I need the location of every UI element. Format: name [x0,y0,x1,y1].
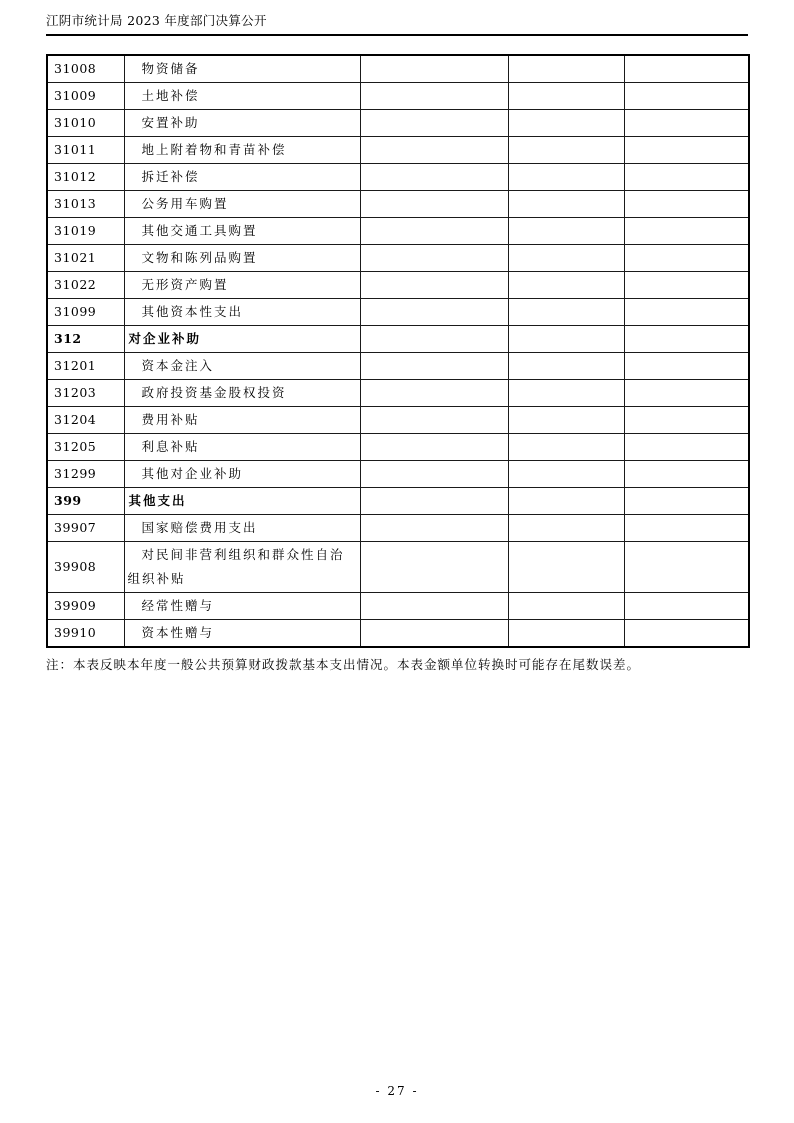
value-cell-3 [624,620,749,648]
value-cell-1 [360,542,508,593]
name-cell: 国家赔偿费用支出 [124,515,360,542]
table-row [47,461,749,488]
value-cell-2 [508,164,624,191]
table-row [47,245,749,272]
value-cell-1 [360,299,508,326]
table-note: 注：本表反映本年度一般公共预算财政拨款基本支出情况。本表金额单位转换时可能存在尾数误差。 [46,657,641,672]
table-row [47,55,749,83]
value-cell-3 [624,461,749,488]
value-cell-1 [360,620,508,648]
page-number: - 27 - [375,1084,419,1098]
code-cell: 31299 [47,461,124,488]
name-cell: 文物和陈列品购置 [124,245,360,272]
value-cell-3 [624,245,749,272]
value-cell-1 [360,434,508,461]
value-cell-1 [360,191,508,218]
code-cell: 31099 [47,299,124,326]
value-cell-3 [624,55,749,83]
value-cell-1 [360,137,508,164]
code-cell: 31019 [47,218,124,245]
code-cell: 31011 [47,137,124,164]
name-cell: 对企业补助 [124,326,360,353]
table-row [47,515,749,542]
code-cell: 31012 [47,164,124,191]
code-cell: 31008 [47,55,124,83]
name-cell: 拆迁补偿 [124,164,360,191]
table-row [47,272,749,299]
value-cell-3 [624,434,749,461]
value-cell-2 [508,83,624,110]
value-cell-2 [508,434,624,461]
name-cell: 其他资本性支出 [124,299,360,326]
value-cell-3 [624,83,749,110]
code-cell: 39910 [47,620,124,648]
value-cell-3 [624,137,749,164]
code-cell: 39907 [47,515,124,542]
table-row [47,137,749,164]
name-cell: 其他交通工具购置 [124,218,360,245]
name-cell: 资本金注入 [124,353,360,380]
value-cell-2 [508,407,624,434]
budget-expenditure-table [46,54,750,648]
page-footer [0,1080,794,1099]
table-row [47,83,749,110]
value-cell-1 [360,353,508,380]
value-cell-3 [624,353,749,380]
name-cell: 费用补贴 [124,407,360,434]
value-cell-3 [624,515,749,542]
table-row [47,407,749,434]
value-cell-2 [508,488,624,515]
value-cell-2 [508,137,624,164]
name-cell: 其他支出 [124,488,360,515]
code-cell: 312 [47,326,124,353]
value-cell-1 [360,593,508,620]
table-row [47,164,749,191]
name-cell: 物资储备 [124,55,360,83]
name-cell: 公务用车购置 [124,191,360,218]
page-header [46,13,748,36]
value-cell-2 [508,593,624,620]
value-cell-3 [624,407,749,434]
value-cell-3 [624,380,749,407]
table-row [47,542,749,593]
name-cell: 经常性赠与 [124,593,360,620]
value-cell-3 [624,299,749,326]
code-cell: 31013 [47,191,124,218]
name-cell: 政府投资基金股权投资 [124,380,360,407]
table-row [47,380,749,407]
table-row [47,434,749,461]
code-cell: 39908 [47,542,124,593]
name-cell: 无形资产购置 [124,272,360,299]
value-cell-3 [624,218,749,245]
value-cell-1 [360,407,508,434]
value-cell-3 [624,191,749,218]
value-cell-1 [360,326,508,353]
code-cell: 31022 [47,272,124,299]
value-cell-1 [360,218,508,245]
value-cell-2 [508,620,624,648]
name-cell: 土地补偿 [124,83,360,110]
value-cell-2 [508,272,624,299]
value-cell-3 [624,326,749,353]
value-cell-3 [624,164,749,191]
code-cell: 399 [47,488,124,515]
value-cell-1 [360,380,508,407]
name-cell: 对民间非营利组织和群众性自治组织补贴 [124,542,360,593]
table-row [47,593,749,620]
value-cell-2 [508,326,624,353]
name-cell: 资本性赠与 [124,620,360,648]
value-cell-2 [508,353,624,380]
code-cell: 31204 [47,407,124,434]
table-row [47,218,749,245]
value-cell-2 [508,191,624,218]
table-row [47,110,749,137]
code-cell: 31205 [47,434,124,461]
table-row [47,488,749,515]
name-cell: 利息补贴 [124,434,360,461]
value-cell-2 [508,299,624,326]
value-cell-3 [624,272,749,299]
value-cell-1 [360,55,508,83]
code-cell: 31009 [47,83,124,110]
table-row [47,299,749,326]
document-header-title: 江阴市统计局 2023 年度部门决算公开 [46,13,267,28]
value-cell-2 [508,461,624,488]
name-cell: 其他对企业补助 [124,461,360,488]
value-cell-1 [360,83,508,110]
name-cell: 地上附着物和青苗补偿 [124,137,360,164]
value-cell-1 [360,515,508,542]
value-cell-1 [360,272,508,299]
name-cell: 安置补助 [124,110,360,137]
value-cell-1 [360,488,508,515]
code-cell: 31021 [47,245,124,272]
code-cell: 31201 [47,353,124,380]
code-cell: 31010 [47,110,124,137]
code-cell: 31203 [47,380,124,407]
value-cell-2 [508,110,624,137]
value-cell-2 [508,380,624,407]
table-row [47,353,749,380]
value-cell-2 [508,218,624,245]
table-row [47,326,749,353]
value-cell-1 [360,245,508,272]
value-cell-1 [360,461,508,488]
budget-table-body [47,55,749,647]
value-cell-1 [360,164,508,191]
value-cell-1 [360,110,508,137]
value-cell-2 [508,245,624,272]
value-cell-3 [624,542,749,593]
value-cell-3 [624,593,749,620]
value-cell-2 [508,542,624,593]
value-cell-3 [624,110,749,137]
table-row [47,620,749,648]
value-cell-2 [508,515,624,542]
table-row [47,191,749,218]
value-cell-3 [624,488,749,515]
value-cell-2 [508,55,624,83]
code-cell: 39909 [47,593,124,620]
